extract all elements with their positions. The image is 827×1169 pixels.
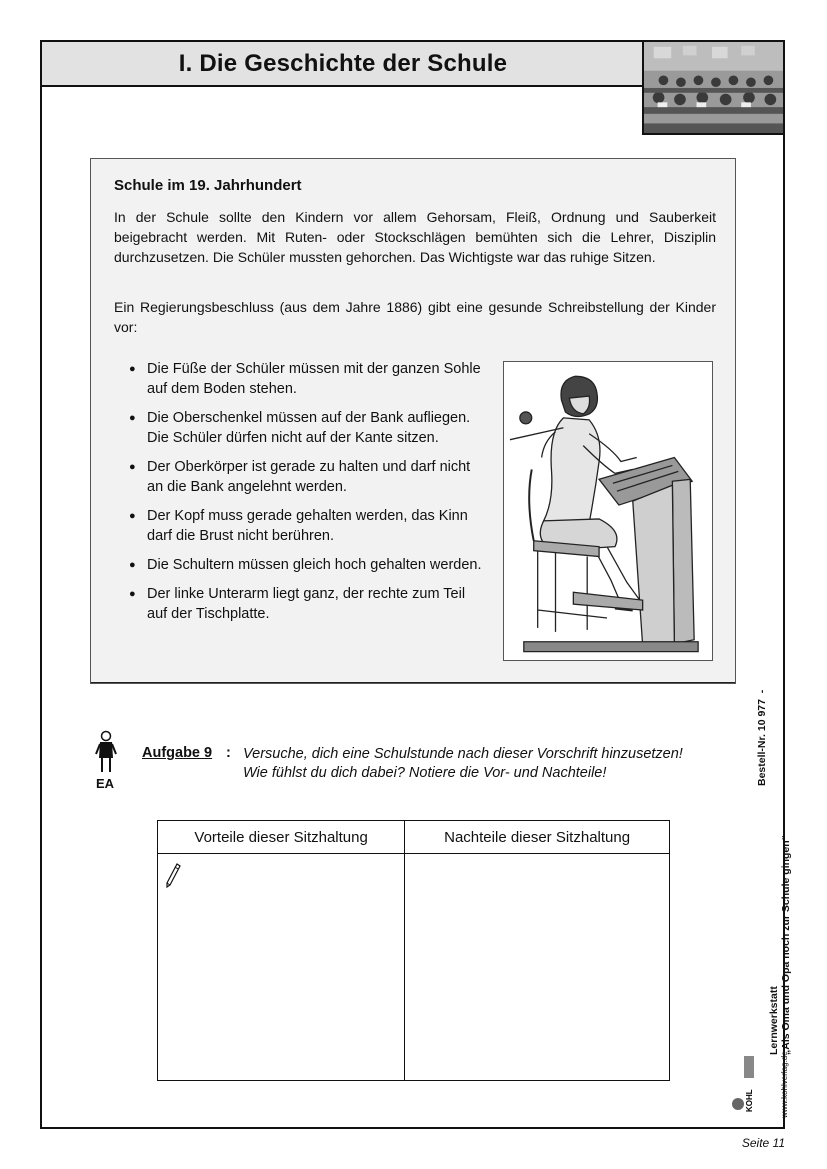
publisher-website: www.kohlverlag.de [780,1051,789,1118]
task-colon: : [226,745,231,761]
advantages-cell[interactable] [158,854,405,1081]
column-header-disadvantages: Nachteile dieser Sitzhaltung [405,821,670,854]
column-header-advantages: Vorteile dieser Sitzhaltung [158,821,405,854]
list-item: ● Die Füße der Schüler müssen mit der ganzen Sohle auf dem Boden stehen. [129,359,489,399]
classroom-photo [642,40,785,135]
list-item: ● Die Schultern müssen gleich hoch gehalten werden. [129,555,489,575]
book-title: „Als Oma und Opa noch zur Schule gingen“ [780,835,792,1055]
page-title: I. Die Geschichte der Schule [178,50,508,77]
order-number: Bestell-Nr. 10 977 - [756,689,768,786]
list-item: ● Der Kopf muss gerade gehalten werden, das Kinn darf die Brust nicht berühren. [129,506,489,546]
sidebar-footer [756,1051,816,1122]
info-box [90,158,736,684]
publisher-logo [730,1052,758,1116]
list-item: ● Die Oberschenkel müssen auf der Bank aufliegen. Die Schüler dürfen nicht auf der Kante sitzen. [129,408,489,448]
info-paragraph-1: In der Schule sollte den Kindern vor allem Gehorsam, Fleiß, Ordnung und Sauberkeit beigebracht werden. Mit Ruten- oder Stockschlägen bemühten sich die Lehrer, Disziplin durchzusetzen. Die Schüler mussten gehorchen. Das Wichtigste war das ruhige Sitzen. [114,209,716,265]
task-mode-label: EA [96,776,115,791]
task-text: Versuche, dich eine Schulstunde nach dieser Vorschrift hinzusetzen! Wie fühlst du dich dabei? Notiere die Vor- und Nachteile! [243,746,683,781]
girl-at-desk-illustration [503,361,713,661]
pros-cons-table [157,820,670,1081]
info-heading: Schule im 19. Jahrhundert [114,177,302,194]
title-bar [40,40,644,87]
list-item: ● Der Oberkörper ist gerade zu halten und darf nicht an die Bank angelehnt werden. [129,457,489,497]
disadvantages-cell[interactable] [405,854,670,1081]
info-paragraph-2: Ein Regierungsbeschluss (aus dem Jahre 1886) gibt eine gesunde Schreibstellung der Kinder vor: [114,299,716,335]
task-label: Aufgabe 9 [142,745,213,761]
publisher-name: KOHL [745,1089,754,1112]
list-item: ● Der linke Unterarm liegt ganz, der rechte zum Teil auf der Tischplatte. [129,584,489,624]
pencil-icon [165,863,181,889]
page-number: Seite 11 [741,1136,785,1150]
series-name: Lernwerkstatt [768,986,780,1055]
rules-list [129,359,489,633]
